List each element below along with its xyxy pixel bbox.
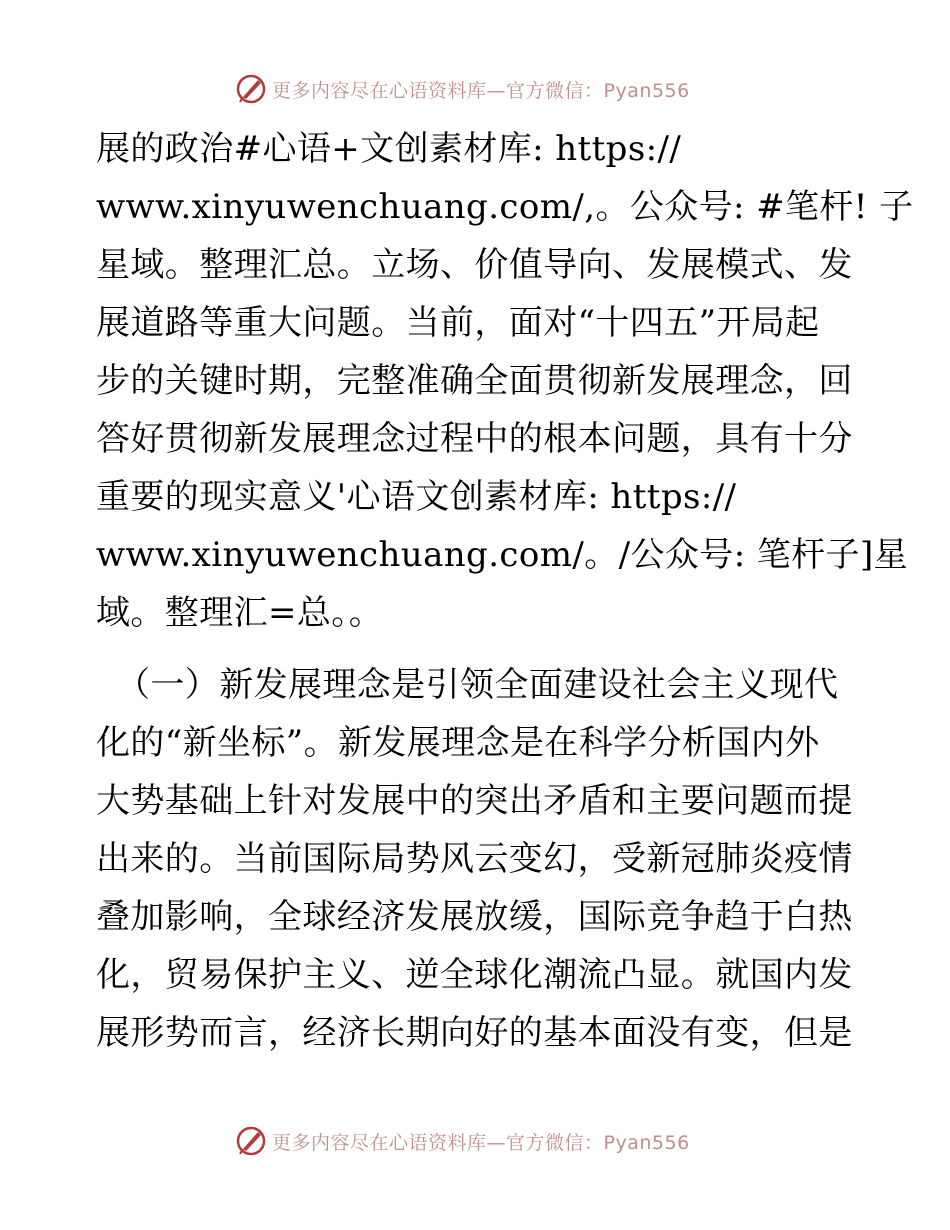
text-line: 出来的。当前国际局势风云变幻，受新冠肺炎疫情 bbox=[96, 839, 853, 879]
header-banner bbox=[234, 72, 714, 106]
text-line: 步的关键时期，完整准确全面贯彻新发展理念，回 bbox=[96, 361, 853, 401]
footer-banner bbox=[234, 1124, 714, 1158]
paragraph-2 bbox=[96, 656, 856, 1062]
paragraph-gap bbox=[96, 642, 856, 656]
text-line: 星域。整理汇总。立场、价值导向、发展模式、发 bbox=[96, 245, 853, 285]
text-line: 展道路等重大问题。当前，面对“十四五”开局起 bbox=[96, 303, 820, 343]
section-heading-line: （一）新发展理念是引领全面建设社会主义现代 bbox=[116, 665, 839, 705]
quill-logo-icon bbox=[234, 1124, 268, 1158]
text-line: 化，贸易保护主义、逆全球化潮流凸显。就国内发 bbox=[96, 955, 853, 995]
paragraph-1 bbox=[96, 120, 914, 642]
text-line: 大势基础上针对发展中的突出矛盾和主要问题而提 bbox=[96, 781, 853, 821]
header-banner-text: 更多内容尽在心语资料库—官方微信：Pyan556 bbox=[272, 79, 690, 102]
text-line: 域。整理汇=总。。 bbox=[96, 593, 384, 633]
quill-logo-icon bbox=[234, 72, 268, 106]
text-line: 展的政治#心语+文创素材库: https:// bbox=[96, 129, 682, 169]
text-line: 化的“新坐标”。新发展理念是在科学分析国内外 bbox=[96, 723, 820, 763]
text-line: www.xinyuwenchuang.com/。/公众号: 笔杆子]星 bbox=[96, 535, 909, 575]
footer-banner-text: 更多内容尽在心语资料库—官方微信：Pyan556 bbox=[272, 1131, 690, 1154]
text-line: 答好贯彻新发展理念过程中的根本问题，具有十分 bbox=[96, 419, 853, 459]
text-line: 展形势而言，经济长期向好的基本面没有变，但是 bbox=[96, 1013, 853, 1053]
document-body bbox=[96, 120, 914, 1062]
text-line: 重要的现实意义'心语文创素材库: https:// bbox=[96, 477, 737, 517]
text-line: 叠加影响，全球经济发展放缓，国际竞争趋于白热 bbox=[96, 897, 853, 937]
text-line: www.xinyuwenchuang.com/,。公众号: #笔杆! 子 bbox=[96, 187, 914, 227]
